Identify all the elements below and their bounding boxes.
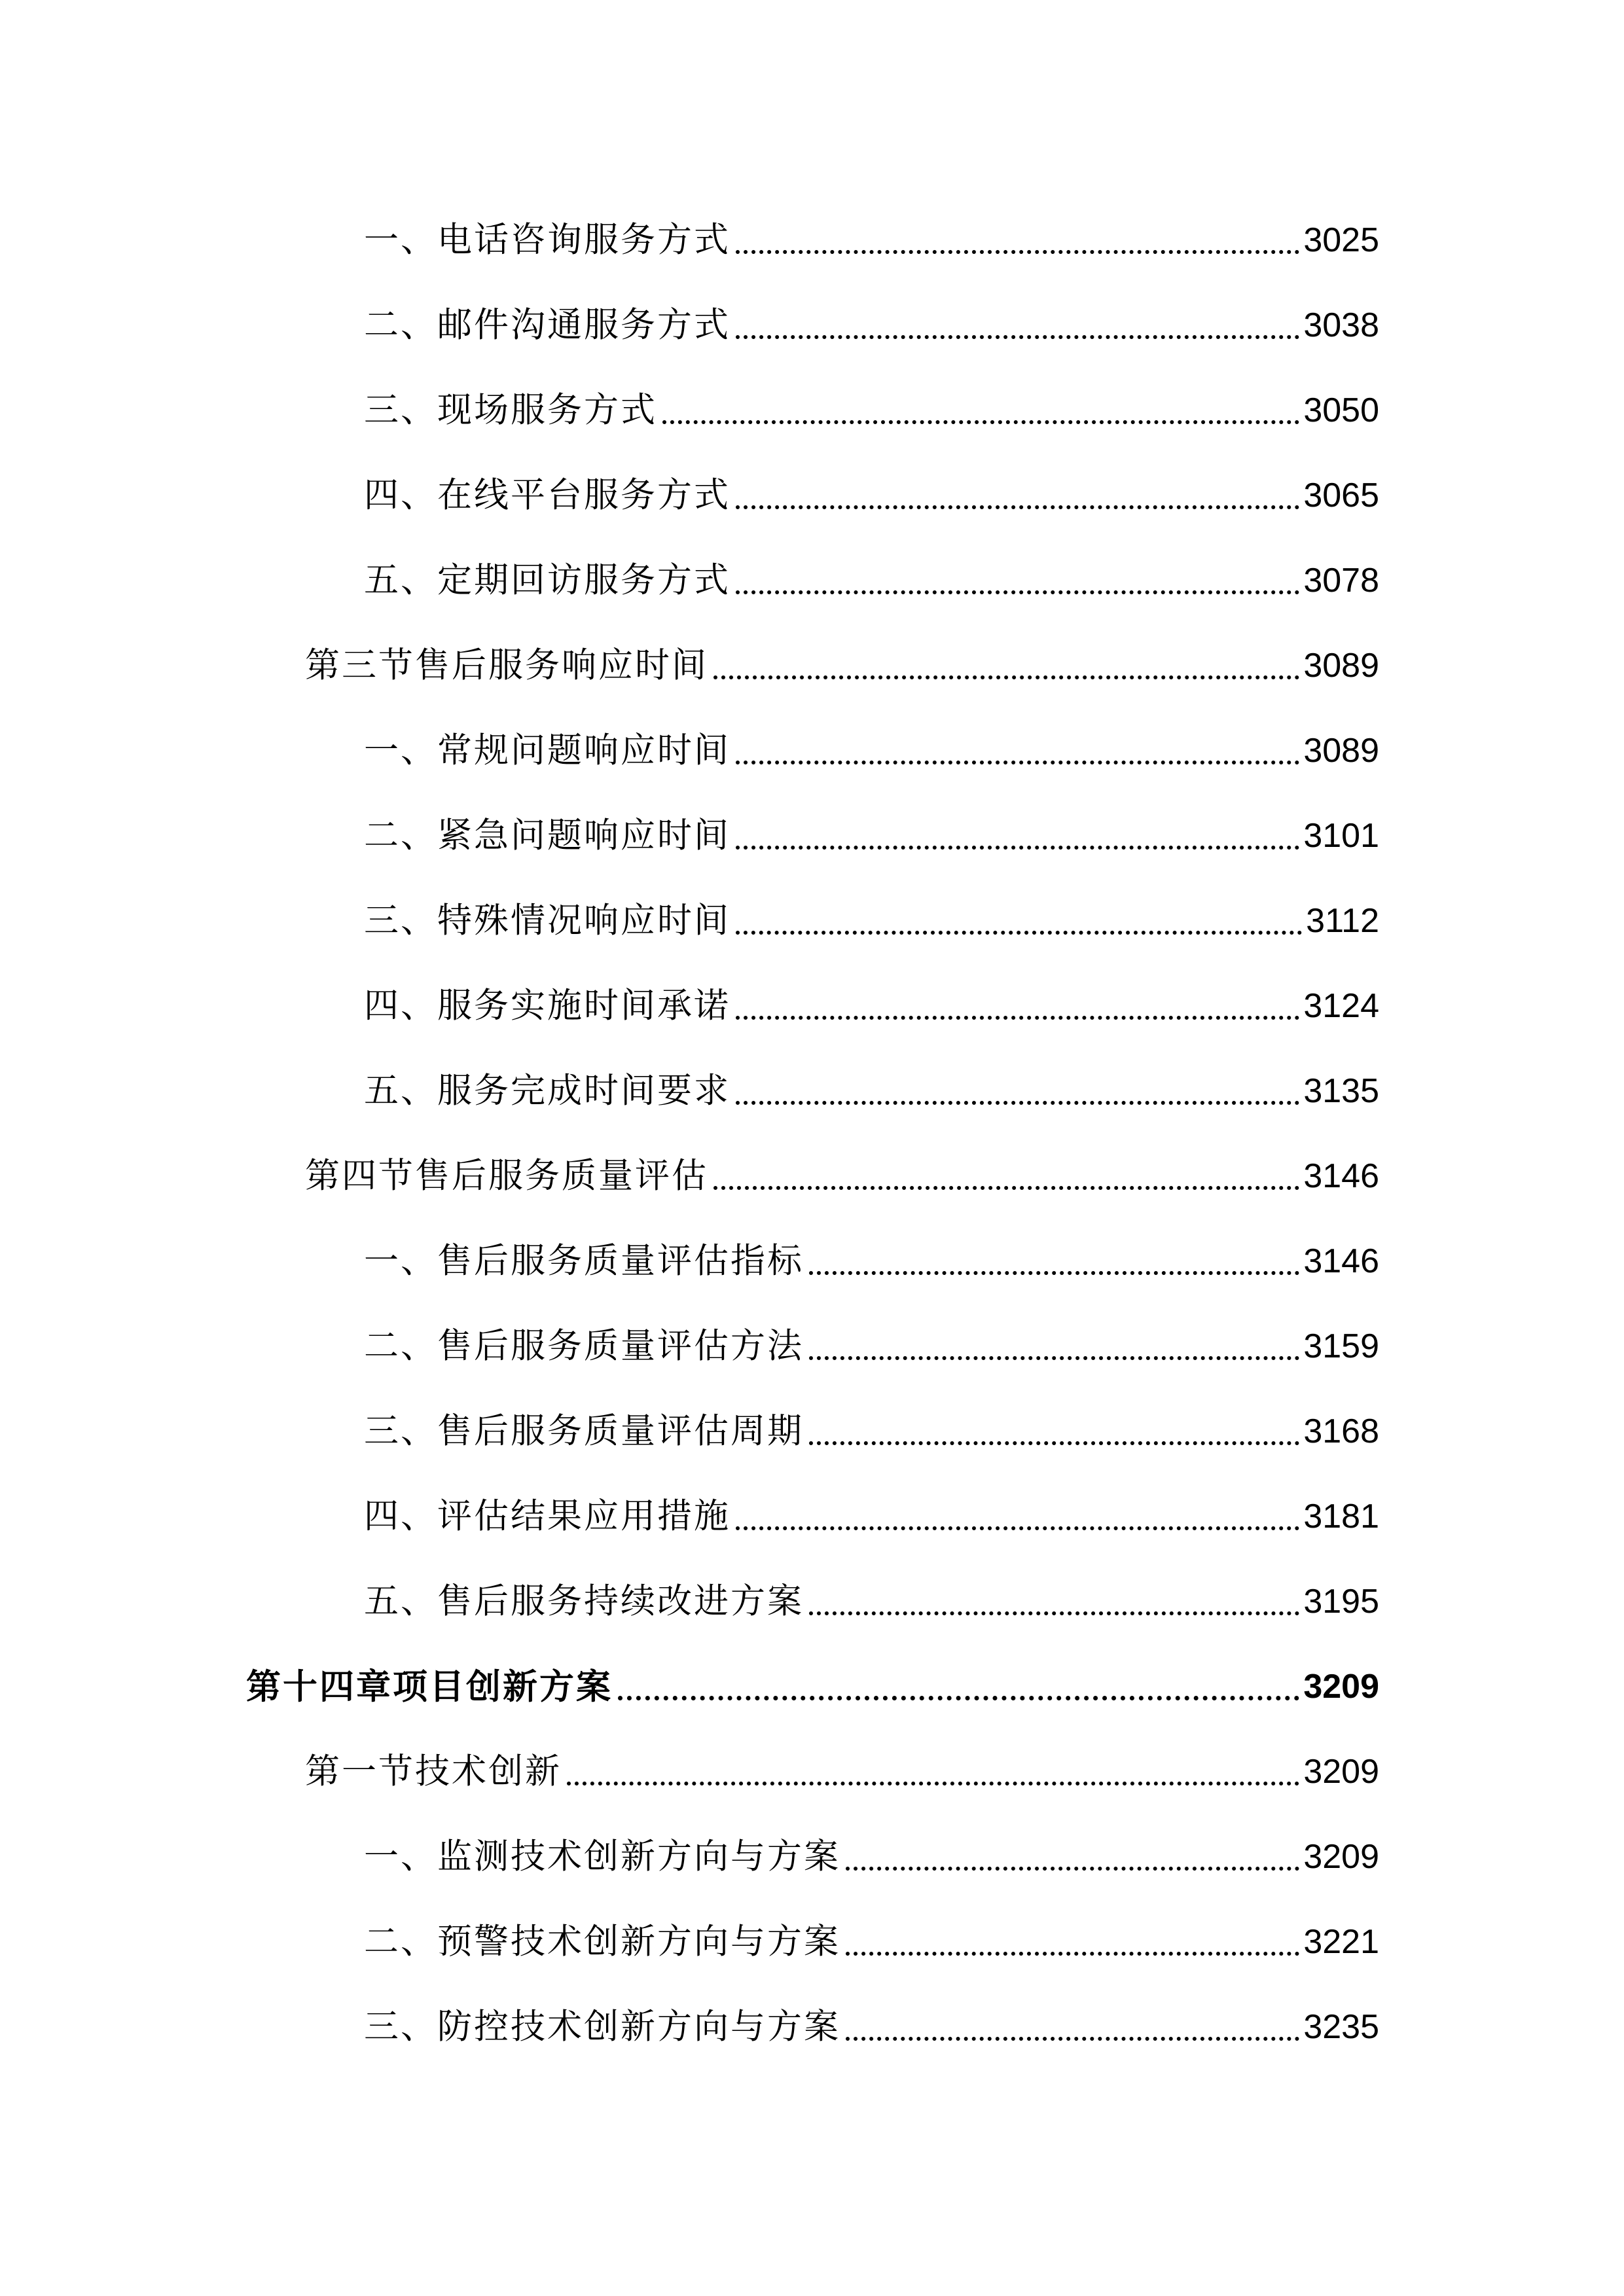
toc-entry-title: 第三节售后服务响应时间 [305, 645, 708, 685]
toc-entry[interactable] [364, 2001, 1379, 2053]
toc-entry-title: 一、售后服务质量评估指标 [364, 1241, 804, 1281]
toc-entry-title: 二、紧急问题响应时间 [364, 816, 731, 855]
toc-dot-leader [736, 1101, 1299, 1105]
toc-dot-leader [846, 1867, 1299, 1871]
toc-page-number: 3159 [1303, 1327, 1379, 1365]
toc-dot-leader [736, 846, 1299, 850]
toc-page-number: 3209 [1303, 1753, 1379, 1791]
toc-entry-title: 一、常规问题响应时间 [364, 730, 731, 770]
toc-dot-leader [736, 590, 1299, 594]
toc-page-number: 3078 [1303, 562, 1379, 600]
toc-entry-title: 二、售后服务质量评估方法 [364, 1326, 804, 1366]
toc-entry-title: 二、邮件沟通服务方式 [364, 305, 731, 345]
toc-entry[interactable] [364, 214, 1379, 266]
toc-dot-leader [736, 931, 1302, 935]
toc-page-number: 3038 [1303, 306, 1379, 344]
toc-entry[interactable] [364, 469, 1379, 522]
toc-entry-title: 三、现场服务方式 [364, 390, 657, 430]
toc-page-number: 3050 [1303, 391, 1379, 429]
toc-entry[interactable] [364, 810, 1379, 862]
toc-page-number: 3025 [1303, 221, 1379, 259]
toc-entry-chapter[interactable] [246, 1660, 1379, 1713]
toc-page-number: 3089 [1303, 732, 1379, 770]
toc-entry[interactable] [364, 299, 1379, 351]
toc-entry-title: 第十四章项目创新方案 [246, 1666, 613, 1707]
toc-dot-leader [713, 675, 1299, 679]
toc-dot-leader [809, 1356, 1299, 1360]
toc-entry[interactable] [364, 1235, 1379, 1287]
toc-dot-leader [662, 420, 1299, 424]
toc-entry[interactable] [364, 1320, 1379, 1372]
toc-dot-leader [713, 1186, 1299, 1190]
toc-entry[interactable] [364, 1065, 1379, 1117]
toc-entry-title: 二、预警技术创新方向与方案 [364, 1922, 840, 1962]
toc-dot-leader [736, 761, 1299, 764]
toc-page-number: 3146 [1303, 1157, 1379, 1195]
toc-page-number: 3101 [1303, 817, 1379, 855]
toc-entry-title: 一、监测技术创新方向与方案 [364, 1837, 840, 1876]
toc-page-number: 3089 [1303, 647, 1379, 685]
toc-page-number: 3235 [1303, 2008, 1379, 2046]
toc-entry[interactable] [364, 1405, 1379, 1458]
toc-dot-leader [736, 335, 1299, 339]
toc-page-number: 3209 [1303, 1838, 1379, 1876]
toc-dot-leader [809, 1611, 1299, 1615]
toc-entry-title: 四、服务实施时间承诺 [364, 986, 731, 1026]
toc-page-number: 3065 [1303, 476, 1379, 514]
toc-dot-leader [567, 1782, 1299, 1785]
toc-entry[interactable] [364, 1575, 1379, 1628]
toc-dot-leader [736, 250, 1299, 254]
toc-dot-leader [736, 1016, 1299, 1020]
toc-entry[interactable] [364, 1916, 1379, 1968]
toc-dot-leader [736, 505, 1299, 509]
toc-dot-leader [809, 1441, 1299, 1445]
toc-entry-title: 第一节技术创新 [305, 1751, 562, 1791]
toc-dot-leader [809, 1271, 1299, 1275]
toc-page-number: 3168 [1303, 1412, 1379, 1450]
toc-entry-title: 三、防控技术创新方向与方案 [364, 2007, 840, 2047]
toc-entry[interactable] [364, 554, 1379, 607]
toc-dot-leader [736, 1526, 1299, 1530]
toc-dot-leader [846, 2037, 1299, 2041]
toc-entry[interactable] [305, 1150, 1379, 1202]
toc-entry[interactable] [364, 384, 1379, 437]
toc-page-number: 3221 [1303, 1923, 1379, 1961]
toc-dot-leader [618, 1696, 1299, 1700]
toc-page-number: 3146 [1303, 1242, 1379, 1280]
toc-entry-title: 五、服务完成时间要求 [364, 1071, 731, 1111]
toc-entry[interactable] [364, 895, 1379, 947]
toc-page-number: 3195 [1303, 1583, 1379, 1621]
toc-dot-leader [846, 1952, 1299, 1956]
toc-page-number: 3135 [1303, 1072, 1379, 1110]
toc-entry[interactable] [305, 639, 1379, 692]
toc-entry-title: 四、评估结果应用措施 [364, 1496, 731, 1536]
toc-entry[interactable] [364, 980, 1379, 1032]
toc-entry[interactable] [305, 1746, 1379, 1798]
toc-entry[interactable] [364, 725, 1379, 777]
toc-entry-title: 五、售后服务持续改进方案 [364, 1581, 804, 1621]
toc-entry-title: 四、在线平台服务方式 [364, 475, 731, 515]
toc-page-number: 3124 [1303, 987, 1379, 1025]
toc-page-number: 3112 [1306, 902, 1379, 940]
toc-entry-title: 一、电话咨询服务方式 [364, 220, 731, 260]
toc-entry[interactable] [364, 1490, 1379, 1543]
toc-page-number: 3209 [1303, 1668, 1379, 1706]
toc-page-number: 3181 [1303, 1498, 1379, 1535]
toc-entry-title: 三、特殊情况响应时间 [364, 901, 731, 941]
toc-entry-title: 五、定期回访服务方式 [364, 560, 731, 600]
toc-entry-title: 三、售后服务质量评估周期 [364, 1411, 804, 1451]
toc-entry[interactable] [364, 1831, 1379, 1883]
toc-entry-title: 第四节售后服务质量评估 [305, 1156, 708, 1196]
